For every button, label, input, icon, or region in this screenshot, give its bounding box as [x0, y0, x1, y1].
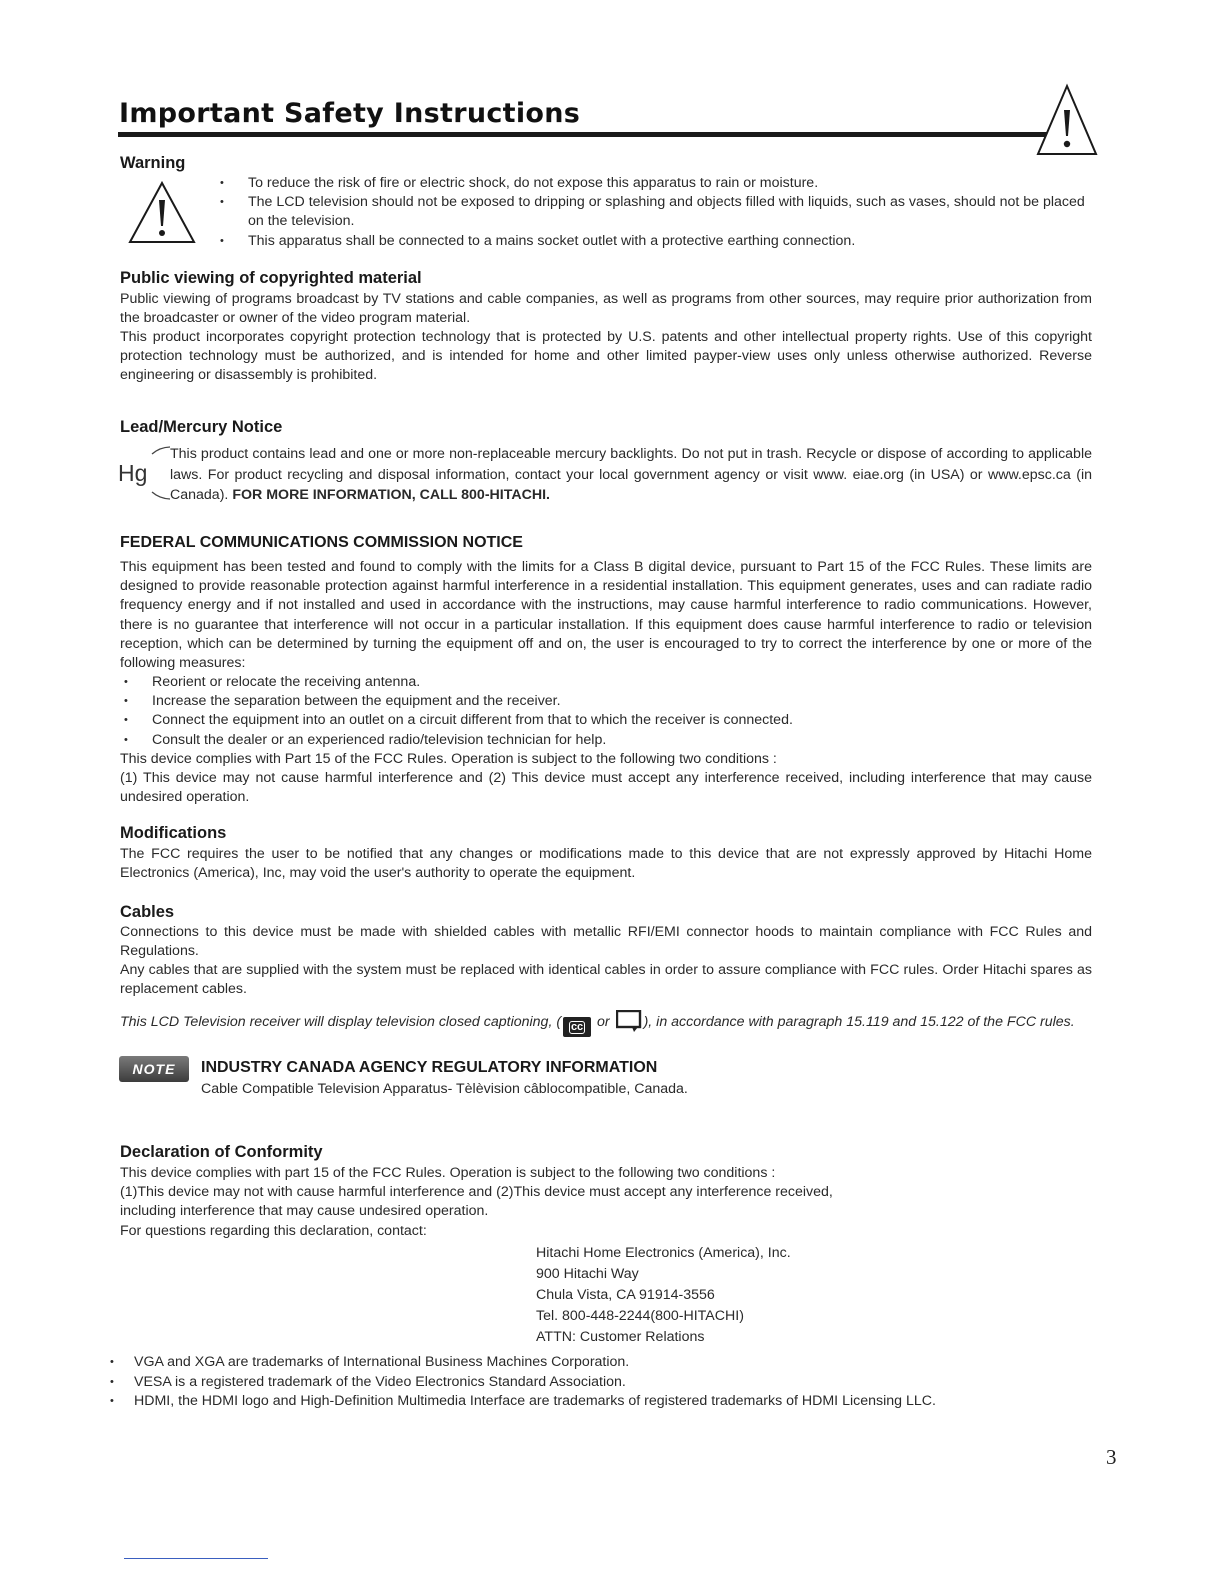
industry-canada-text: [201, 1080, 688, 1099]
fcc-measure-item: • Connect the equipment into an outlet on a circuit different from that to which the receiver is connected.: [120, 711, 1092, 730]
fcc-conditions-paragraph: This device complies with Part 15 of the FCC Rules. Operation is subject to the following two conditions :: [120, 751, 777, 767]
contact-address: [536, 1243, 791, 1348]
declaration-line: For questions regarding this declaration, contact:: [120, 1222, 427, 1239]
declaration-line: This device complies with part 15 of the FCC Rules. Operation is subject to the following two conditions :: [120, 1165, 776, 1181]
fcc-paragraph: This equipment has been tested and found to comply with the limits for a Class B digital device, pursuant to Part 15 of the FCC Rules. These limits are designed to provide reasonable protection against harmful interference in a residential installation. This equipment generates, uses and can radiate radio frequency energy and if not installed and used in accordance with the instructions, may cause harmful interference to radio communications. However, there is no guarantee that interference will not occur in a particular installation. If this equipment does cause harmful interference to radio or television reception, which can be determined by turning the equipment off and on, the user is encouraged to try to correct the interference by one or more of the following measures:: [120, 559, 1092, 672]
fcc-conditions-detail: (1) This device may not cause harmful interference and (2) This device must accept any interference received, including interference that may cause undesired operation.: [120, 770, 1092, 806]
fcc-measure-item: • Increase the separation between the equipment and the receiver.: [120, 692, 1092, 711]
address-line: Chula Vista, CA 91914-3556: [536, 1287, 715, 1303]
address-line: ATTN: Customer Relations: [536, 1329, 705, 1345]
trademark-item: • HDMI, the HDMI logo and High-Definition Multimedia Interface are trademarks of registered trademarks of HDMI Licensing LLC.: [106, 1392, 1092, 1412]
declaration-text: [120, 1164, 833, 1241]
industry-canada-heading: INDUSTRY CANADA AGENCY REGULATORY INFORMATION: [201, 1059, 658, 1076]
public-viewing-heading: Public viewing of copyrighted material: [120, 269, 422, 287]
fcc-measure-item: • Consult the dealer or an experienced radio/television technician for help.: [120, 731, 1092, 750]
mercury-hg-icon: [104, 444, 170, 502]
warning-list: [216, 174, 1092, 251]
public-viewing-paragraph: Public viewing of programs broadcast by TV stations and cable companies, as well as programs from other sources, may require prior authorization from the broadcaster or owner of the video program material.: [120, 291, 1092, 327]
cables-paragraph-2: Any cables that are supplied with the system must be replaced with identical cables in order to assure compliance with FCC rules. Order Hitachi spares as replacement cables.: [120, 962, 1092, 998]
captioning-text-or: or: [593, 1014, 614, 1030]
modifications-paragraph: The FCC requires the user to be notified that any changes or modifications made to this device that are not expressly approved by Hitachi Home Electronics (America), Inc, may void the user's authority to operate the equipment.: [120, 846, 1092, 882]
closed-caption-cc-icon: cc: [563, 1017, 591, 1037]
address-line: Tel. 800-448-2244(800-HITACHI): [536, 1308, 744, 1324]
svg-text:Hg: Hg: [118, 460, 148, 486]
declaration-heading: Declaration of Conformity: [120, 1143, 323, 1161]
cables-heading: Cables: [120, 903, 175, 921]
captioning-paragraph: [120, 1010, 1092, 1037]
fcc-heading: FEDERAL COMMUNICATIONS COMMISSION NOTICE: [120, 534, 523, 551]
declaration-line: (1)This device may not with cause harmful interference and (2)This device must accept any interference received,: [120, 1184, 833, 1201]
lead-mercury-text: This product contains lead and one or more non-replaceable mercury backlights. Do not put in trash. Recycle or dispose of according to applicable laws. For product recycling and disposal information, contact your local government agency or visit www. eiae.org (in USA) or www.epsc.ca (in Canada).: [170, 446, 1092, 503]
trademark-item: • VESA is a registered trademark of the Video Electronics Standard Association.: [106, 1373, 1092, 1393]
lead-mercury-heading: Lead/Mercury Notice: [120, 418, 283, 436]
warning-item: • This apparatus shall be connected to a mains socket outlet with a protective earthing connection.: [216, 232, 1092, 251]
title-rule: [118, 132, 1064, 137]
cables-paragraph-1: Connections to this device must be made with shielded cables with metallic RFI/EMI connector hoods to maintain compliance with FCC Rules and Regulations.: [120, 924, 1092, 960]
modifications-heading: Modifications: [120, 824, 227, 842]
address-line: 900 Hitachi Way: [536, 1266, 639, 1282]
fcc-measure-item: • Reorient or relocate the receiving antenna.: [120, 673, 1092, 692]
call-hitachi-text: FOR MORE INFORMATION, CALL 800-HITACHI.: [232, 487, 550, 503]
industry-canada-line: Cable Compatible Television Apparatus- Tèlèvision câblocompatible, Canada.: [201, 1081, 688, 1097]
trademarks-list: [106, 1353, 1092, 1412]
warning-triangle-icon: [128, 180, 196, 244]
warning-item: • To reduce the risk of fire or electric shock, do not expose this apparatus to rain or moisture.: [216, 174, 1092, 193]
caution-triangle-icon: [1034, 82, 1100, 158]
declaration-line: including interference that may cause undesired operation.: [120, 1203, 489, 1220]
footer-rule: [124, 1558, 268, 1559]
fcc-measures-list: [120, 673, 1092, 750]
copyright-paragraph: This product incorporates copyright protection technology that is protected by U.S. patents and other intellectual property rights. Use of this copyright protection technology must be authorized, and is intended for home and other limited payper-view uses only unless otherwise authorized. Reverse engineering or disassembly is prohibited.: [120, 329, 1092, 384]
warning-item: • The LCD television should not be exposed to dripping or splashing and objects filled with liquids, such as vases, should not be placed on the television.: [216, 193, 1092, 231]
trademark-item: • VGA and XGA are trademarks of International Business Machines Corporation.: [106, 1353, 1092, 1373]
lead-mercury-paragraph: [170, 444, 1092, 506]
captioning-text-before: This LCD Television receiver will display television closed captioning, (: [120, 1014, 562, 1030]
page-number: 3: [1106, 1445, 1117, 1469]
address-line: Hitachi Home Electronics (America), Inc.: [536, 1245, 791, 1261]
note-badge: NOTE: [119, 1056, 189, 1082]
page-title: Important Safety Instructions: [119, 98, 581, 129]
closed-caption-tv-icon: [616, 1010, 642, 1030]
captioning-text-after: ), in accordance with paragraph 15.119 and 15.122 of the FCC rules.: [643, 1014, 1075, 1030]
warning-heading: Warning: [120, 154, 186, 172]
